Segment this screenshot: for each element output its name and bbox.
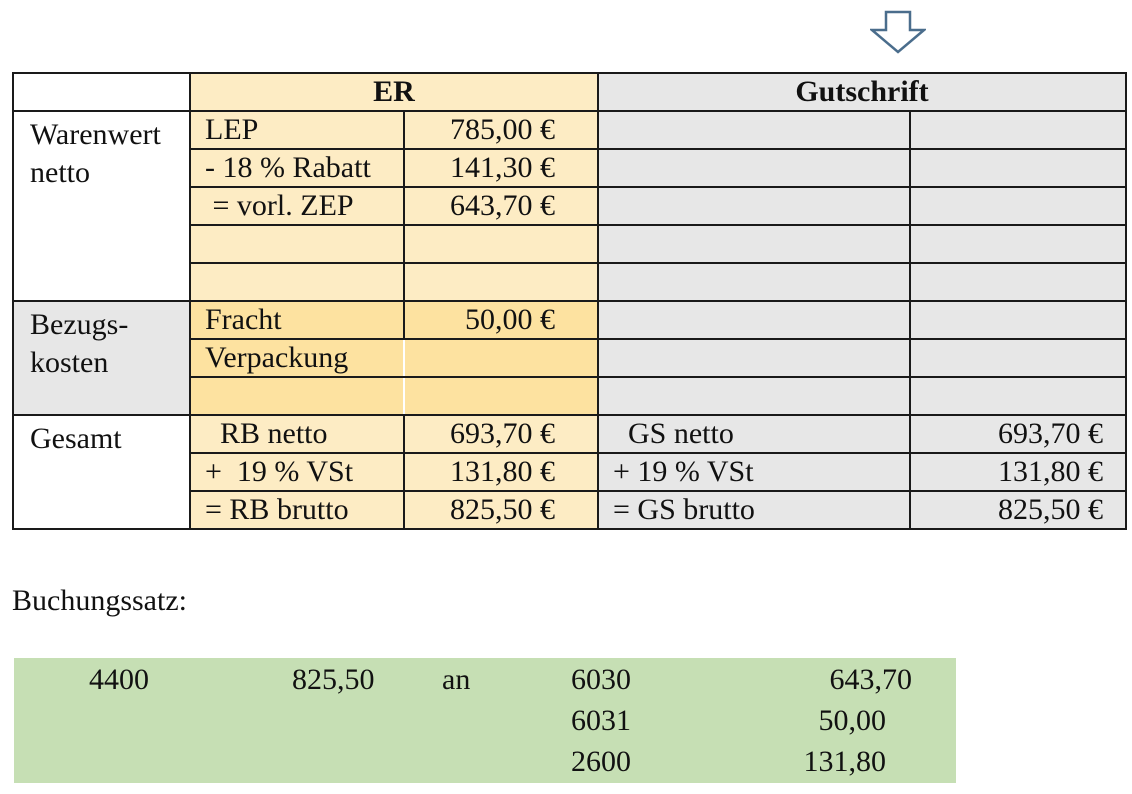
category-gesamt: Gesamt (13, 415, 190, 529)
gs-value: 825,50 € (910, 491, 1126, 529)
booking-entry (14, 658, 956, 783)
credit-amount: 50,00 (818, 704, 886, 737)
table-row (13, 301, 1126, 339)
er-label: + 19 % VSt (190, 453, 404, 491)
er-label: Verpackung (190, 339, 404, 377)
table-row (13, 415, 1126, 453)
debit-amount: 825,50 (292, 663, 375, 696)
credit-account: 6030 (571, 663, 631, 696)
credit-account: 6031 (571, 704, 631, 737)
header-empty-cell (13, 73, 190, 111)
er-label: = vorl. ZEP (190, 187, 404, 225)
gs-value (910, 149, 1126, 187)
arrow-down-icon (870, 10, 926, 54)
credit-amount: 643,70 (829, 663, 912, 696)
gs-label: GS netto (598, 415, 910, 453)
gs-label (598, 111, 910, 149)
gs-label (598, 301, 910, 339)
header-row (13, 73, 1126, 111)
er-label: LEP (190, 111, 404, 149)
er-value: 825,50 € (404, 491, 598, 529)
gs-label (598, 263, 910, 301)
gs-value (910, 377, 1126, 415)
er-value: 50,00 € (404, 301, 598, 339)
connector-text: an (442, 663, 471, 696)
er-label: RB netto (190, 415, 404, 453)
table-row (13, 111, 1126, 149)
er-value (404, 339, 598, 377)
er-label (190, 225, 404, 263)
er-label: Fracht (190, 301, 404, 339)
er-label: - 18 % Rabatt (190, 149, 404, 187)
er-label (190, 263, 404, 301)
header-er: ER (190, 73, 598, 111)
er-value: 785,00 € (404, 111, 598, 149)
gs-label (598, 377, 910, 415)
er-value (404, 225, 598, 263)
gs-value (910, 301, 1126, 339)
er-label (190, 377, 404, 415)
gs-label (598, 187, 910, 225)
er-label: = RB brutto (190, 491, 404, 529)
header-gutschrift: Gutschrift (598, 73, 1126, 111)
debit-account: 4400 (89, 663, 149, 696)
gs-label (598, 149, 910, 187)
er-value: 141,30 € (404, 149, 598, 187)
credit-amount: 131,80 (803, 745, 886, 778)
invoice-table (12, 72, 1127, 530)
category-warenwert: Warenwert netto (13, 111, 190, 301)
gs-label: + 19 % VSt (598, 453, 910, 491)
gs-value (910, 225, 1126, 263)
er-value: 131,80 € (404, 453, 598, 491)
gs-value: 131,80 € (910, 453, 1126, 491)
booking-caption: Buchungssatz: (12, 584, 187, 617)
gs-label (598, 339, 910, 377)
gs-value: 693,70 € (910, 415, 1126, 453)
gs-label: = GS brutto (598, 491, 910, 529)
gs-value (910, 263, 1126, 301)
credit-account: 2600 (571, 745, 631, 778)
er-value (404, 377, 598, 415)
er-value: 693,70 € (404, 415, 598, 453)
gs-value (910, 111, 1126, 149)
category-bezugskosten: Bezugs- kosten (13, 301, 190, 415)
gs-value (910, 187, 1126, 225)
er-value: 643,70 € (404, 187, 598, 225)
gs-value (910, 339, 1126, 377)
er-value (404, 263, 598, 301)
gs-label (598, 225, 910, 263)
